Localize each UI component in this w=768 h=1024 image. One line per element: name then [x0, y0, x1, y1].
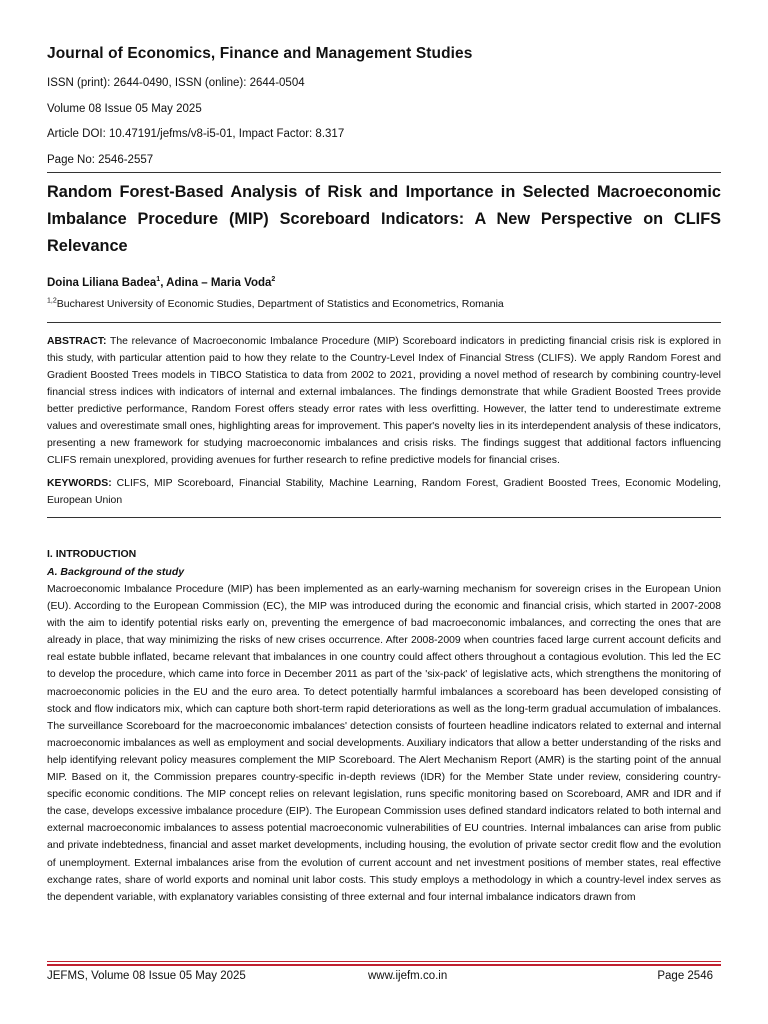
header-divider: [47, 172, 721, 173]
footer-page-number: Page 2546: [657, 970, 713, 982]
footer-rule: [47, 961, 721, 962]
affiliation-superscript: 1,2: [47, 297, 57, 305]
volume-line: Volume 08 Issue 05 May 2025: [47, 103, 202, 115]
footer-rule-thick: [47, 964, 721, 966]
author-superscript: 2: [271, 276, 276, 284]
page-range-line: Page No: 2546-2557: [47, 154, 154, 166]
issn-line: ISSN (print): 2644-0490, ISSN (online): 2644-0504: [47, 77, 305, 89]
affiliation-line: [47, 298, 504, 310]
affiliation-text: Bucharest University of Economic Studies, Department of Statistics and Econometrics, Romania: [56, 298, 504, 310]
abstract-text: The relevance of Macroeconomic Imbalance Procedure (MIP) Scoreboard indicators in predicting financial crisis risk is explored in this study, with particular attention paid to how they relate to the Country-Level Index of Financial Stress (CLIFS). We apply Random Forest and Gradient Boosted Trees models in TIBCO Statistica to data from 2002 to 2021, providing a novel method of research by combining country-level financial stress indices with indicators of internal and external imbalances. The findings demonstrate that while Gradient Boosted Trees provide better predictive performance, Random Forest offers steady error rates with less overfitting. However, the latter tend to underestimate extreme values and overestimate small ones, highlighting areas for improvement. This paper's novelty lies in its interdependent analysis of these indicators, presenting a new framework for studying macroeconomic imbalances and crisis risks. The findings suggest that additional factors influencing CLIFS remain unexplored, providing avenues for further research to refine predictive models for financial crises.: [47, 336, 721, 466]
author-separator: ,: [160, 277, 167, 289]
author-name: Doina Liliana Badea: [47, 277, 157, 289]
paper-title: Random Forest-Based Analysis of Risk and Importance in Selected Macroeconomic Imbalance Procedure (MIP) Scoreboard Indicators: A New Perspective on CLIFS Relevance: [47, 183, 721, 255]
doi-line: Article DOI: 10.47191/jefms/v8-i5-01, Impact Factor: 8.317: [47, 128, 345, 140]
abstract-box: [47, 322, 721, 518]
footer-website: www.ijefm.co.in: [368, 970, 448, 982]
section-heading: I. INTRODUCTION: [47, 548, 137, 560]
footer-journal-info: JEFMS, Volume 08 Issue 05 May 2025: [47, 970, 246, 982]
subsection-heading: A. Background of the study: [47, 566, 185, 578]
author-superscript: 1: [156, 276, 161, 284]
keywords-label: KEYWORDS:: [47, 478, 112, 489]
keywords: [47, 475, 721, 509]
keywords-text: CLIFS, MIP Scoreboard, Financial Stability, Machine Learning, Random Forest, Gradient Boosted Trees, Economic Modeling, European Union: [47, 478, 721, 506]
author-name: Adina – Maria Voda: [166, 277, 272, 289]
paper-page: [47, 0, 721, 1024]
abstract-label: ABSTRACT:: [47, 336, 107, 347]
abstract: [47, 333, 721, 469]
journal-title: Journal of Economics, Finance and Management Studies: [47, 45, 473, 62]
body-paragraph: Macroeconomic Imbalance Procedure (MIP) has been implemented as an early-warning mechanism for sovereign crises in the European Union (EU). According to the European Commission (EC), the MIP was introduced during the economic and financial crisis, which started in 2007-2008 with the aim to identify potential risks early on, preventing the emergence of bad macroeconomic imbalances, and correcting the ones that are already in place, that way minimizing the risks of new crises occurrence. After 2008-2009 when countries faced large current account deficits and real estate bubble inflated, became relevant that imbalances in one country could affect others throughout a contagious evolution. This led the EC to develop the procedure, which came into force in December 2011 as part of the 'six-pack' of legislative acts, which strengthens the monitoring of macroeconomic policies in the EU and the euro area. To detect potentially harmful imbalances a scoreboard has been developed consisting of stock and flow indicators mix, which can capture both short-term rapid deteriorations as well as the long-term gradual accumulation of imbalances. The surveillance Scoreboard for the macroeconomic imbalances' detection consists of fourteen headline indicators related to external and internal macroeconomic imbalances as well as employment and social developments. Auxiliary indicators that allow a better understanding of the risks and help identifying relevant policy measures complement the MIP Scoreboard. The Alert Mechanism Report (AMR) is the starting point of the annual MIP. Based on it, the Commission prepares country-specific in-depth reviews (IDR) for the Member State under review, considering country-specific economic conditions. The MIP concept relies on relevant legislation, runs specific monitoring based on Scoreboard, AMR and IDR and if the case, develops excessive imbalance procedure (EIP). The European Commission uses defined standard indicators related to both internal and external macroeconomic imbalances to assess potential macroeconomic vulnerabilities of EU countries. Internal imbalances can arise from public and private indebtedness, financial and asset market developments, including housing, the evolution of private sector credit flow and the evolution of unemployment. External imbalances arise from the evolution of current account and net investment positions of member states, real effective exchange rates, share of world exports and nominal unit labor costs. This study employs a methodology in which a country-level index serves as the dependent variable, with explanatory variables consisting of three external and four internal imbalance indicators drawn from: [47, 584, 721, 903]
author-line: [47, 277, 275, 289]
